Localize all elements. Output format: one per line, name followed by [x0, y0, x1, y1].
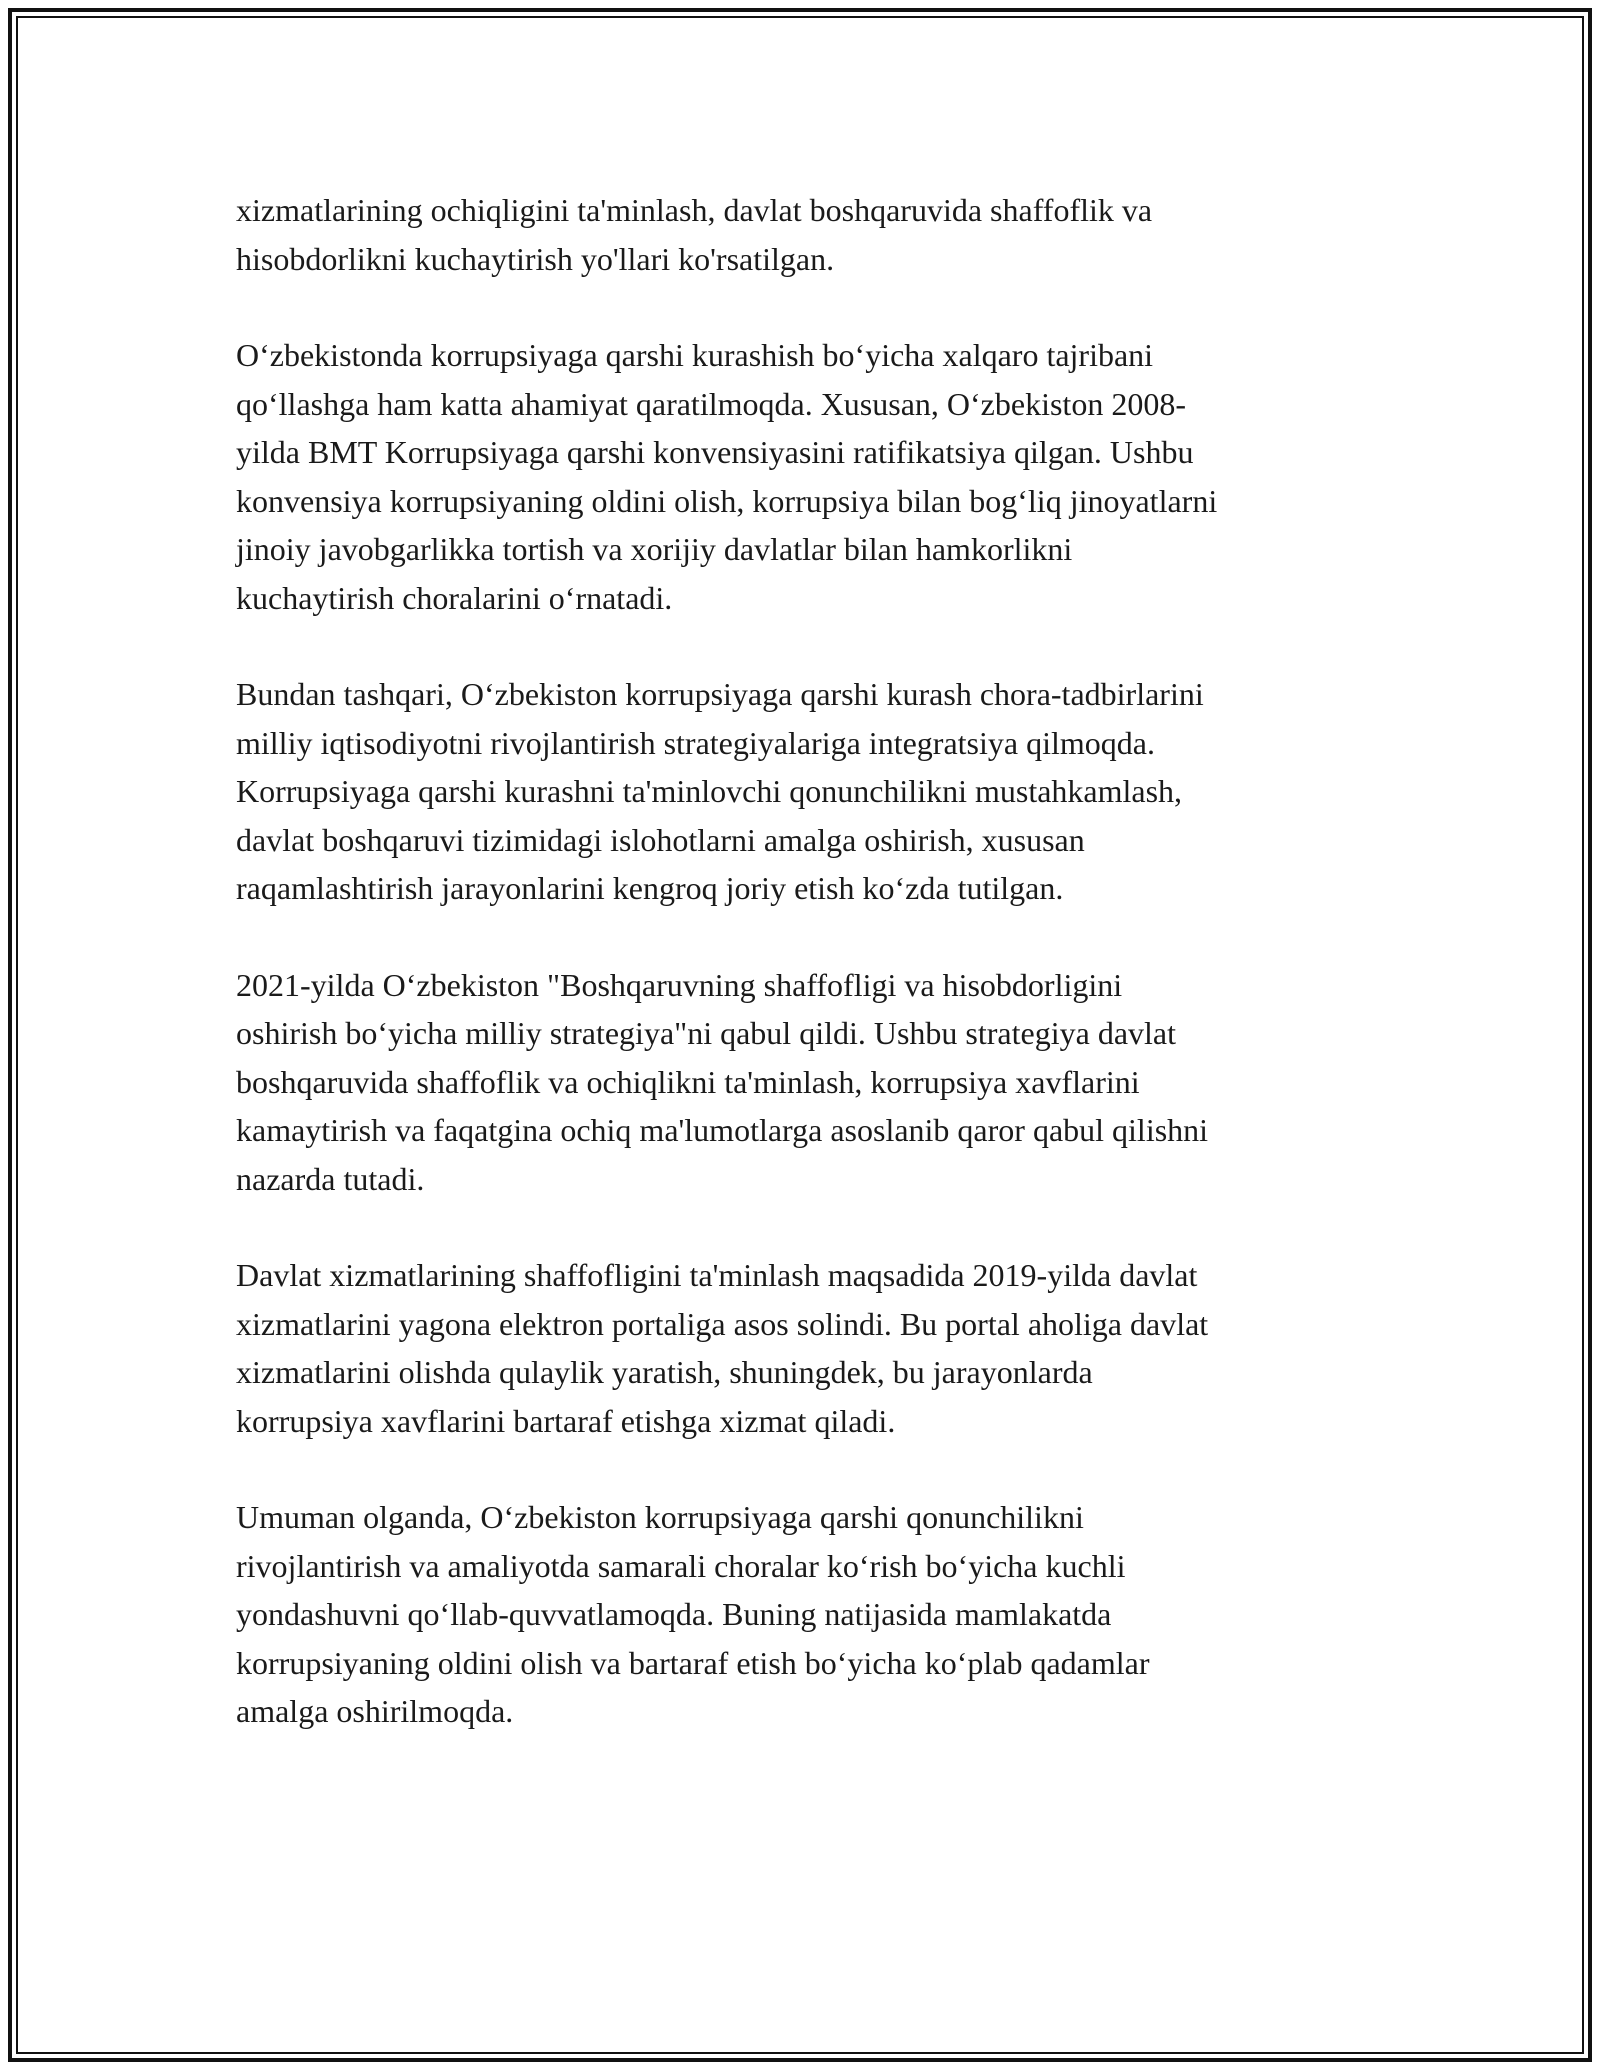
paragraph-2: O‘zbekistonda korrupsiyaga qarshi kurashish bo‘yicha xalqaro tajribani qo‘llashga ham katta ahamiyat qaratilmoqda. Xususan, O‘zbekiston 2008- yilda BMT Korrupsiyaga qarshi konvensiyasini ratifikatsiya qilgan. Ushbu konvensiya korrupsiyaning oldini olish, korrupsiya bilan bog‘liq jinoyatlarni jinoiy javobgarlikka tortish va xorijiy davlatlar bilan hamkorlikni kuchaytirish choralarini o‘rnatadi. [236, 337, 1218, 616]
paragraph-1: xizmatlarining ochiqligini ta'minlash, davlat boshqaruvida shaffoflik va hisobdorlikni kuchaytirish yo'llari ko'rsatilgan. [236, 192, 1153, 277]
paragraph-6: Umuman olganda, O‘zbekiston korrupsiyaga qarshi qonunchilikni rivojlantirish va amaliyotda samarali choralar ko‘rish bo‘yicha kuchli yondashuvni qo‘llab-quvvatlamoqda. Buning natijasida mamlakatda korrupsiyaning oldini olish va bartaraf etish bo‘yicha ko‘plab qadamlar amalga oshirilmoqda. [236, 1499, 1150, 1729]
paragraph-4: 2021-yilda O‘zbekiston "Boshqaruvning shaffofligi va hisobdorligini oshirish bo‘yicha milliy strategiya"ni qabul qildi. Ushbu strategiya davlat boshqaruvida shaffoflik va ochiqlikni ta'minlash, korrupsiya xavflarini kamaytirish va faqatgina ochiq ma'lumotlarga asoslanib qaror qabul qilishni nazarda tutadi. [236, 966, 1209, 1197]
paragraph-3: Bundan tashqari, O‘zbekiston korrupsiyaga qarshi kurash chora-tadbirlarini milliy iqtisodiyotni rivojlantirish strategiyalariga integratsiya qilmoqda. Korrupsiyaga qarshi kurashni ta'minlovchi qonunchilikni mustahkamlash, davlat boshqaruvi tizimidagi islohotlarni amalga oshirish, xususan raqamlashtirish jarayonlarini kengroq joriy etish ko‘zda tutilgan. [236, 676, 1204, 906]
paragraph-5: Davlat xizmatlarining shaffofligini ta'minlash maqsadida 2019-yilda davlat xizmatlarini yagona elektron portaliga asos solindi. Bu portal aholiga davlat xizmatlarini olishda qulaylik yaratish, shuningdek, bu jarayonlarda korrupsiya xavflarini bartaraf etishga xizmat qiladi. [236, 1257, 1209, 1439]
document-body [236, 186, 1366, 1784]
